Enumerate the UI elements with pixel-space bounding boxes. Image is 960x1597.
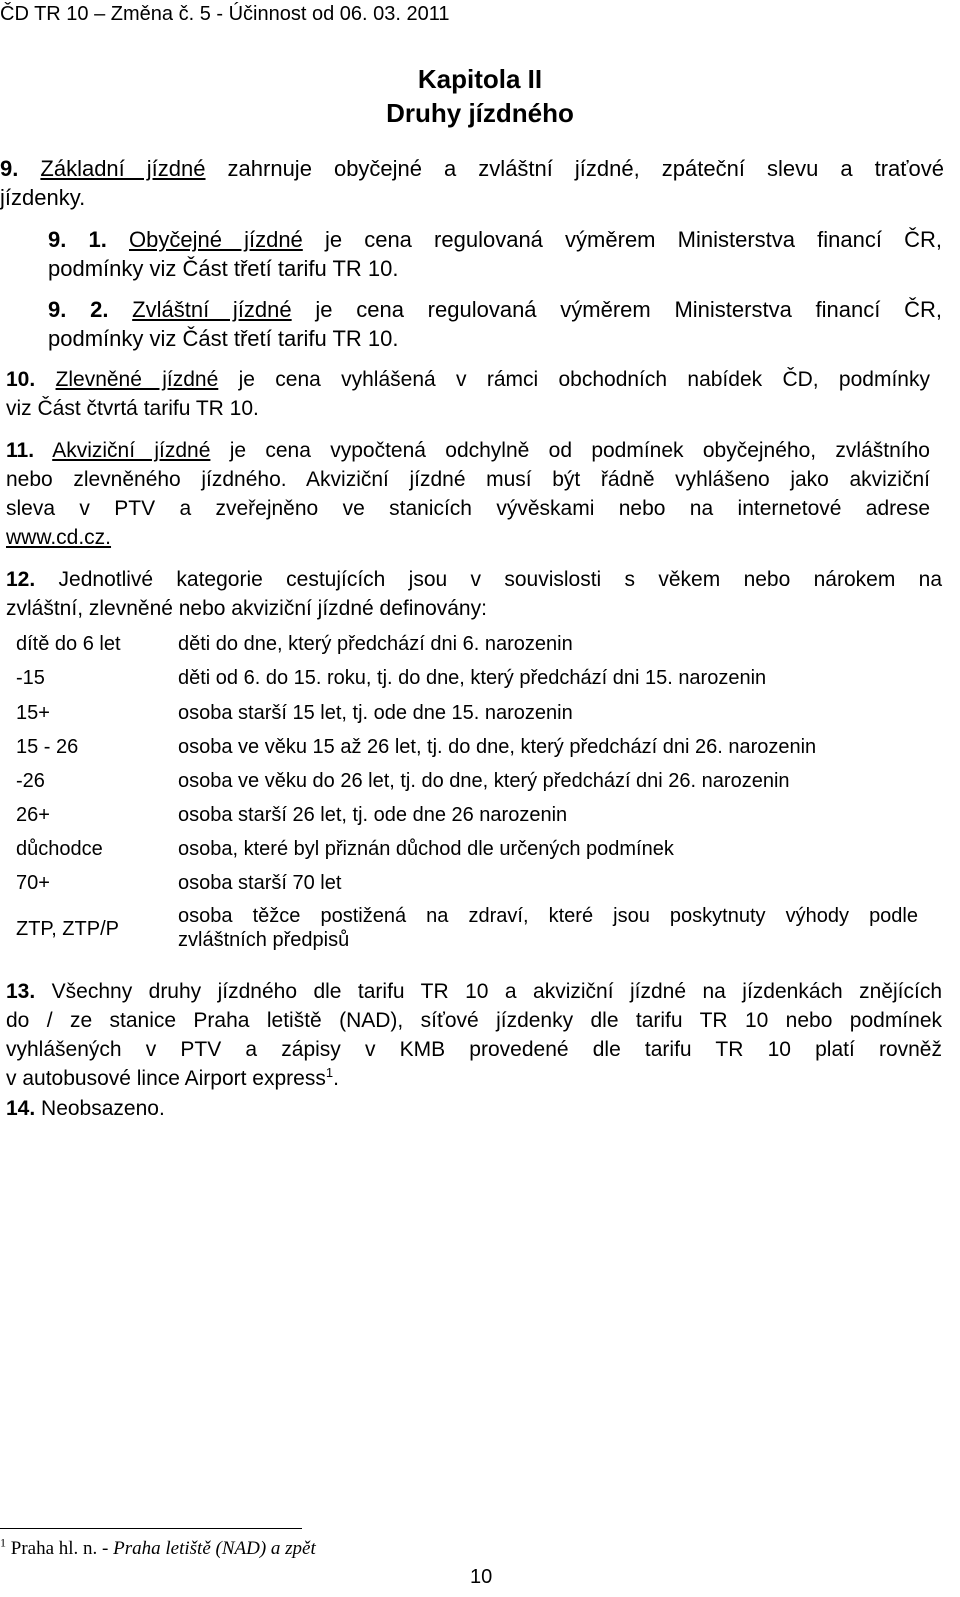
page-number: 10	[470, 1566, 493, 1588]
category-label: -15	[16, 667, 45, 689]
category-desc: osoba, které byl přiznán důchod dle určených podmínek	[178, 838, 674, 860]
para-number: 11.	[6, 439, 35, 462]
text-line: nebo zlevněného jízdného. Akviziční jízdné musí být řádně vyhlášeno jako akviziční	[6, 468, 930, 491]
chapter-title: Druhy jízdného	[386, 98, 574, 128]
text-line: podmínky viz Část třetí tarifu TR 10.	[48, 326, 399, 351]
category-label: 15 - 26	[16, 736, 79, 758]
text-line: zvláštní, zlevněné nebo akviziční jízdné definovány:	[6, 597, 487, 620]
category-label: ZTP, ZTP/P	[16, 918, 119, 940]
category-desc: osoba starší 70 let	[178, 872, 342, 894]
text: Neobsazeno.	[35, 1097, 165, 1120]
text-line: sleva v PTV a zveřejněno ve stanicích vývěskami nebo na internetové adrese	[6, 497, 930, 520]
para-number: 9.	[0, 156, 19, 181]
category-label: 15+	[16, 702, 50, 724]
text: v autobusové lince Airport express	[6, 1067, 326, 1090]
para-number: 14.	[6, 1097, 36, 1120]
footnote-italic: Praha letiště (NAD) a zpět	[113, 1538, 316, 1559]
category-label: důchodce	[16, 838, 103, 860]
category-desc: osoba těžce postižená na zdraví, které jsou poskytnuty výhody podle	[178, 905, 918, 927]
para-number: 12.	[6, 568, 36, 591]
text: je cena regulovaná výměrem Ministerstva financí ČR,	[302, 227, 942, 252]
text: Jednotlivé kategorie cestujících jsou v souvislosti s věkem nebo nárokem na	[35, 568, 942, 591]
category-desc: osoba ve věku 15 až 26 let, tj. do dne, který předchází dni 26. narozenin	[178, 736, 817, 758]
para-number: 9. 2.	[48, 297, 109, 322]
paragraph-13	[6, 977, 942, 1093]
category-label: -26	[16, 770, 45, 792]
category-desc: osoba ve věku do 26 let, tj. do dne, který předchází dni 26. narozenin	[178, 770, 790, 792]
term: Obyčejné jízdné	[129, 227, 303, 252]
para-number: 9. 1.	[48, 227, 107, 252]
text-line: jízdenky.	[0, 185, 86, 210]
chapter-number: Kapitola II	[417, 64, 543, 94]
text-line: podmínky viz Část třetí tarifu TR 10.	[48, 256, 399, 281]
term: Zvláštní jízdné	[132, 297, 292, 322]
category-desc-cont: zvláštních předpisů	[178, 929, 350, 951]
category-desc: děti do dne, který předchází dni 6. narozenin	[178, 633, 573, 655]
category-label: 26+	[16, 804, 50, 826]
category-desc: osoba starší 15 let, tj. ode dne 15. narozenin	[178, 702, 573, 724]
paragraph-10	[6, 365, 930, 423]
text: je cena vyhlášená v rámci obchodních nabídek ČD, podmínky	[218, 368, 930, 391]
term: Zlevněné jízdné	[55, 368, 219, 391]
category-label: 70+	[16, 872, 50, 894]
footnote-mark: 1	[0, 1535, 6, 1550]
paragraph-11	[6, 436, 930, 552]
text: zahrnuje obyčejné a zvláštní jízdné, zpáteční slevu a traťové	[205, 156, 944, 181]
text: je cena regulovaná výměrem Ministerstva financí ČR,	[291, 297, 942, 322]
paragraph-14	[6, 1094, 606, 1123]
paragraph-9-1	[48, 225, 942, 283]
paragraph-9	[0, 154, 944, 212]
text-line: do / ze stanice Praha letiště (NAD), síťové jízdenky dle tarifu TR 10 nebo podmínek	[6, 1009, 942, 1032]
paragraph-12	[6, 565, 942, 623]
running-header: ČD TR 10 – Změna č. 5 - Účinnost od 06. 03. 2011	[0, 3, 450, 25]
para-number: 10.	[6, 368, 36, 391]
category-desc: děti od 6. do 15. roku, tj. do dne, který předchází dni 15. narozenin	[178, 667, 767, 689]
para-number: 13.	[6, 980, 36, 1003]
text-line: vyhlášených v PTV a zápisy v KMB provedené dle tarifu TR 10 platí rovněž	[6, 1038, 942, 1061]
website-link[interactable]: www.cd.cz.	[6, 526, 112, 549]
text: je cena vypočtená odchylně od podmínek obyčejného, zvláštního	[210, 439, 930, 462]
term: Akviziční jízdné	[52, 439, 211, 462]
footnote-ref[interactable]: 1	[325, 1065, 334, 1080]
category-desc: osoba starší 26 let, tj. ode dne 26 narozenin	[178, 804, 568, 826]
term: Základní jízdné	[40, 156, 206, 181]
footnote-text: Praha hl. n. -	[6, 1538, 114, 1559]
text-line: viz Část čtvrtá tarifu TR 10.	[6, 397, 259, 420]
footnote	[0, 1535, 316, 1560]
paragraph-9-2	[48, 295, 942, 353]
text: .	[333, 1067, 339, 1090]
footnote-separator	[0, 1528, 302, 1529]
category-label: dítě do 6 let	[16, 633, 121, 655]
text: Všechny druhy jízdného dle tarifu TR 10 a akviziční jízdné na jízdenkách znějících	[35, 980, 942, 1003]
